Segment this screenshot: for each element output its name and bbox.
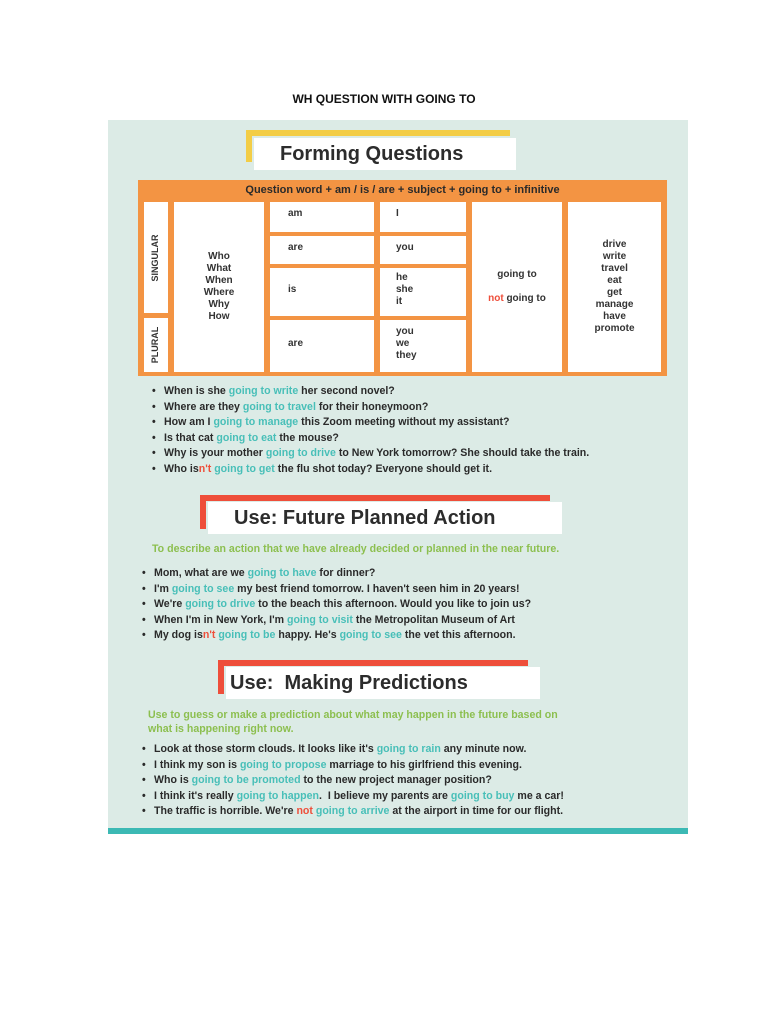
subject-word: they <box>396 350 417 361</box>
not-word: not <box>488 293 504 304</box>
subject-word: he <box>396 272 408 283</box>
heading-accent-yellow <box>246 130 510 136</box>
predictions-examples-list <box>142 742 564 820</box>
question-word: How <box>208 311 230 322</box>
document-title: WH QUESTION WITH GOING TO <box>292 92 476 106</box>
list-item: • I'm going to see my best friend tomorrow. I haven't seen him in 20 years! <box>142 582 531 598</box>
formula-text: Question word + am / is / are + subject + going to + infinitive <box>245 184 560 196</box>
heading-accent-red-2 <box>218 660 528 666</box>
heading-accent-yellow-side <box>246 130 252 162</box>
infinitive-word: promote <box>594 323 635 334</box>
subject-word: we <box>396 338 410 349</box>
question-word: Why <box>208 299 230 310</box>
question-word: What <box>206 263 232 274</box>
list-item: • The traffic is horrible. We're not going to arrive at the airport in time for our flight. <box>142 804 564 820</box>
infinitive-word: get <box>607 287 622 298</box>
list-item: • Where are they going to travel for their honeymoon? <box>152 400 589 416</box>
verb-word: is <box>288 284 297 295</box>
infinitive-word: drive <box>602 239 627 250</box>
future-planned-heading: Use: Future Planned Action <box>208 502 562 534</box>
subject-word: I <box>396 208 399 219</box>
not-going-to-rest: going to <box>506 293 546 304</box>
predictions-description-line2: what is happening right now. <box>148 723 294 735</box>
subject-cell-i <box>380 202 466 232</box>
verb-word: are <box>288 338 304 349</box>
future-description: To describe an action that we have already decided or planned in the near future. <box>152 543 560 555</box>
list-item: • How am I going to manage this Zoom meeting without my assistant? <box>152 415 589 431</box>
verb-cell-are-plural <box>270 320 374 372</box>
heading-accent-red-side <box>200 495 206 529</box>
verb-cell-is <box>270 268 374 316</box>
infinitive-word: have <box>603 311 626 322</box>
forming-questions-heading: Forming Questions <box>254 138 516 170</box>
question-words-cell <box>174 202 264 372</box>
verb-cell-am <box>270 202 374 232</box>
list-item: • My dog isn't going to be happy. He's going to see the vet this afternoon. <box>142 628 531 644</box>
future-examples-list <box>142 566 531 644</box>
infinitives-cell <box>568 202 661 372</box>
list-item: • Who is going to be promoted to the new project manager position? <box>142 773 564 789</box>
list-item: • Why is your mother going to drive to New York tomorrow? She should take the train. <box>152 446 589 462</box>
list-item: • Mom, what are we going to have for dinner? <box>142 566 531 582</box>
subject-word: it <box>396 296 403 307</box>
subject-cell-he-she-it <box>380 268 466 316</box>
verb-word: are <box>288 242 304 253</box>
infinitive-word: manage <box>595 299 634 310</box>
question-word: Who <box>208 251 230 262</box>
infinitive-word: eat <box>607 275 622 286</box>
going-to-text: going to <box>497 269 537 280</box>
question-word: Where <box>203 287 235 298</box>
singular-label: SINGULAR <box>150 234 160 282</box>
question-word: When <box>205 275 233 286</box>
heading-accent-red-2-side <box>218 660 224 694</box>
plural-label: PLURAL <box>150 326 160 364</box>
subject-word: she <box>396 284 414 295</box>
predictions-description-line1: Use to guess or make a prediction about what may happen in the future based on <box>148 709 558 721</box>
bottom-accent-bar <box>108 828 688 834</box>
verb-cell-are <box>270 236 374 264</box>
heading-accent-red <box>200 495 550 501</box>
subject-word: you <box>396 326 414 337</box>
subject-word: you <box>396 242 414 253</box>
infinitive-word: write <box>602 251 627 262</box>
subject-cell-you-we-they <box>380 320 466 372</box>
subject-cell-you <box>380 236 466 264</box>
list-item: • I think my son is going to propose marriage to his girlfriend this evening. <box>142 758 564 774</box>
list-item: • We're going to drive to the beach this afternoon. Would you like to join us? <box>142 597 531 613</box>
list-item: • Is that cat going to eat the mouse? <box>152 431 589 447</box>
forming-examples-list <box>152 384 589 477</box>
list-item: • Who isn't going to get the flu shot today? Everyone should get it. <box>152 462 589 478</box>
verb-word: am <box>288 208 303 219</box>
list-item: • I think it's really going to happen. I believe my parents are going to buy me a car! <box>142 789 564 805</box>
not-going-to-text <box>488 287 546 311</box>
going-to-cell <box>472 202 562 372</box>
infinitive-word: travel <box>601 263 628 274</box>
list-item: • When is she going to write her second novel? <box>152 384 589 400</box>
list-item: • Look at those storm clouds. It looks like it's going to rain any minute now. <box>142 742 564 758</box>
list-item: • When I'm in New York, I'm going to visit the Metropolitan Museum of Art <box>142 613 531 629</box>
predictions-heading: Use: Making Predictions <box>226 667 540 699</box>
